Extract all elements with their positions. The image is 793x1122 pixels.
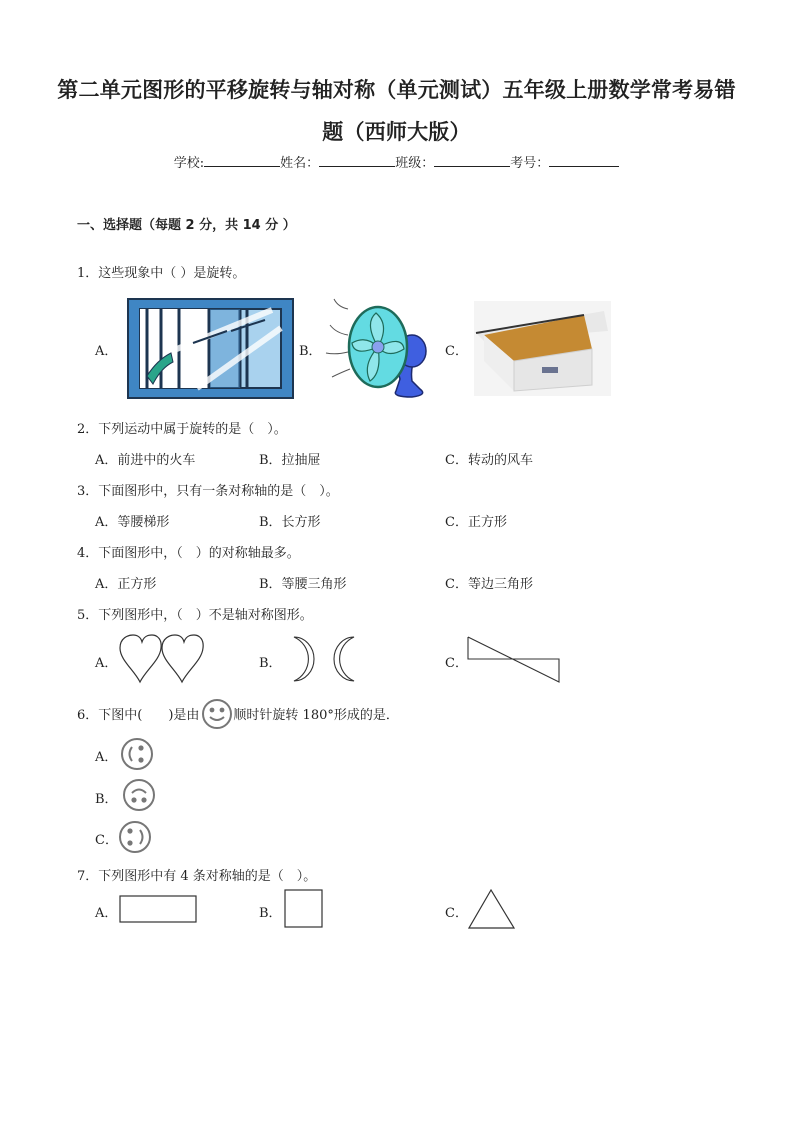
drawer-image — [474, 301, 611, 396]
school-blank[interactable] — [204, 153, 280, 167]
question-6-text-after: 顺时针旋转 180°形成的是． — [233, 708, 399, 723]
q1-option-a-label: A． — [95, 344, 118, 359]
question-4-text: 4．下面图形中，（ ）的对称轴最多。 — [77, 546, 300, 561]
exam-number-blank[interactable] — [549, 153, 619, 167]
document-title-line-1: 第二单元图形的平移旋转与轴对称（单元测试）五年级上册数学常考易错 — [57, 78, 736, 102]
class-blank[interactable] — [434, 153, 510, 167]
q6-option-a-label: A． — [95, 750, 118, 765]
q7-option-b-label: B． — [259, 906, 282, 921]
two-hearts-shape — [118, 634, 208, 684]
question-5-text: 5．下列图形中，（ ）不是轴对称图形。 — [77, 608, 313, 623]
q5-option-b-label: B． — [259, 656, 282, 671]
q5-option-c-label: C． — [445, 656, 468, 671]
question-2-text: 2．下列运动中属于旋转的是（ ）。 — [77, 422, 287, 437]
student-info-row — [0, 152, 793, 171]
document-title-line-2: 题（西师大版） — [322, 120, 471, 144]
school-label: 学校: — [173, 156, 205, 171]
q7-option-c-label: C． — [445, 906, 468, 921]
exam-number-label: 考号： — [510, 156, 550, 171]
q3-option-a[interactable]: A．等腰梯形 — [95, 515, 170, 530]
triangle-shape — [468, 889, 516, 931]
q4-option-c[interactable]: C．等边三角形 — [445, 577, 533, 592]
q6-option-b-label: B． — [95, 792, 118, 807]
q3-option-b[interactable]: B．长方形 — [259, 515, 321, 530]
q3-option-c[interactable]: C．正方形 — [445, 515, 507, 530]
q2-option-b[interactable]: B．拉抽屉 — [259, 453, 321, 468]
smiley-upside-down-icon — [122, 778, 156, 812]
class-label: 班级： — [395, 156, 435, 171]
q4-option-a[interactable]: A．正方形 — [95, 577, 157, 592]
rectangle-shape — [119, 895, 197, 923]
q2-option-c[interactable]: C．转动的风车 — [445, 453, 533, 468]
question-3-text: 3．下面图形中，只有一条对称轴的是（ ）。 — [77, 484, 339, 499]
q2-option-a[interactable]: A．前进中的火车 — [95, 453, 196, 468]
window-sliding-image — [127, 298, 294, 399]
q5-option-a-label: A． — [95, 656, 118, 671]
two-crescents-shape — [282, 635, 366, 683]
question-7-text: 7．下列图形中有 4 条对称轴的是（ ）。 — [77, 869, 317, 884]
smiley-rotated-90-ccw-icon — [120, 737, 154, 771]
question-6-text-before: 6．下图中( )是由 — [77, 708, 200, 723]
section-title: 一、选择题（每题 2 分，共 14 分 ） — [77, 218, 296, 233]
q1-option-b-label: B． — [299, 344, 322, 359]
question-1-text: 1．这些现象中（ ）是旋转。 — [77, 266, 246, 281]
electric-fan-image — [320, 295, 430, 403]
smiley-original-icon — [199, 707, 233, 725]
q1-option-c-label: C． — [445, 344, 468, 359]
question-6-text — [77, 704, 399, 725]
q4-option-b[interactable]: B．等腰三角形 — [259, 577, 347, 592]
name-blank[interactable] — [319, 153, 395, 167]
two-triangles-shape — [467, 636, 561, 684]
square-shape — [284, 889, 324, 929]
q6-option-c-label: C． — [95, 833, 118, 848]
name-label: 姓名： — [280, 156, 320, 171]
q7-option-a-label: A． — [95, 906, 118, 921]
smiley-rotated-90-cw-icon — [118, 820, 152, 854]
